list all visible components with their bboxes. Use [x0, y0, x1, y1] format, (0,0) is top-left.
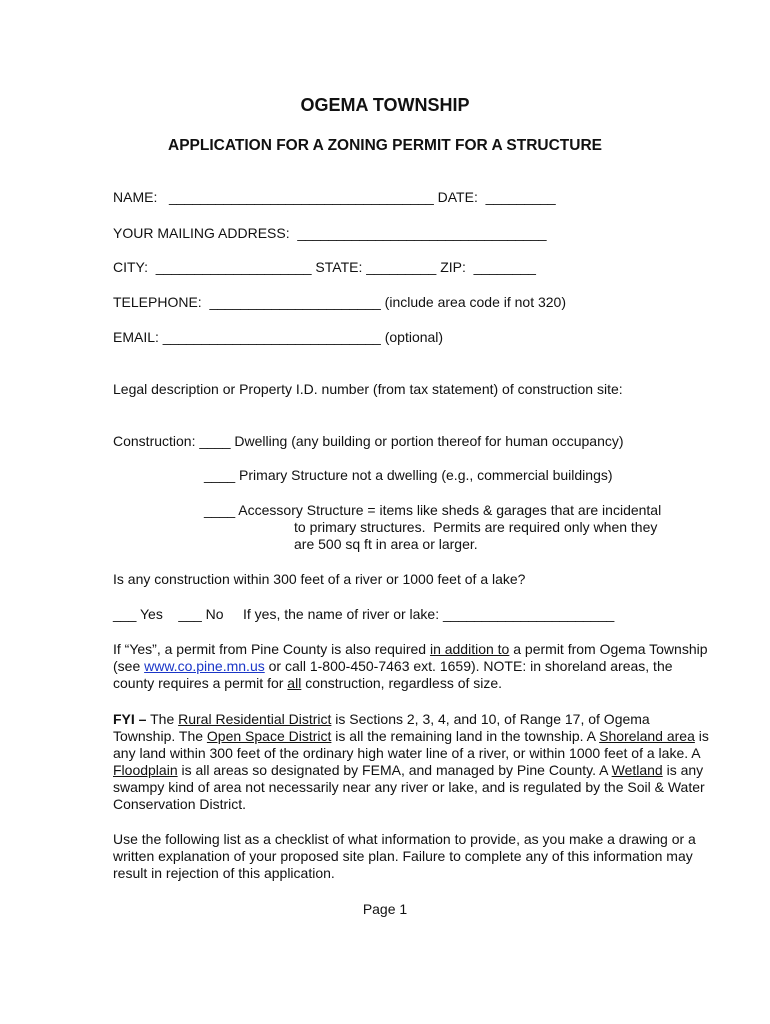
fyi-label: FYI –	[113, 711, 147, 727]
telephone-field[interactable]: ______________________	[209, 294, 381, 310]
construction-dwelling-row	[113, 433, 624, 450]
floodplain-term: Floodplain	[113, 762, 178, 778]
construction-primary-row	[204, 467, 613, 484]
fyi-text-1: The	[146, 711, 179, 727]
open-space-district-term: Open Space District	[206, 728, 332, 744]
pine-county-link[interactable]: www.co.pine.mn.us	[144, 658, 265, 674]
dwelling-option-text: Dwelling (any building or portion thereof for human occupancy)	[234, 433, 624, 449]
river-lake-name-field[interactable]: ______________________	[443, 606, 615, 622]
no-checkbox-blank[interactable]: ___	[178, 606, 202, 622]
in-addition-to-underline: in addition to	[429, 641, 510, 657]
address-row	[113, 225, 547, 242]
zip-field[interactable]: ________	[473, 259, 536, 275]
accessory-option-text-line2: to primary structures. Permits are required only when they	[294, 519, 658, 535]
email-field[interactable]: ____________________________	[162, 329, 381, 345]
fyi-text-4: is any land within 300 feet of the ordinary high water line of a river, or within 1000 feet of a lake. A	[113, 728, 709, 761]
accessory-option-text: Accessory Structure = items like sheds & garages that are incidental	[238, 502, 662, 518]
telephone-row	[113, 294, 566, 311]
telephone-label: TELEPHONE:	[113, 294, 202, 310]
email-row	[113, 329, 443, 346]
email-label: EMAIL:	[113, 329, 159, 345]
yes-label: Yes	[140, 606, 163, 622]
checklist-paragraph: Use the following list as a checklist of what information to provide, as you make a drawing or a written explanation of your proposed site plan. Failure to complete any of this information may result in rejection of this application.	[113, 831, 696, 881]
telephone-note: (include area code if not 320)	[384, 294, 567, 310]
pine-county-text-3: or call 1-800-450-7463 ext. 1659). NOTE: in shoreland areas, the county requires a permit for	[113, 658, 673, 691]
date-field[interactable]: _________	[485, 189, 556, 205]
construction-label: Construction:	[113, 433, 196, 449]
primary-option-text: Primary Structure not a dwelling (e.g., commercial buildings)	[239, 467, 613, 483]
page-title: OGEMA TOWNSHIP	[300, 95, 470, 115]
fyi-text-2: is Sections 2, 3, 4, and 10, of Range 17, of Ogema Township. The	[113, 711, 650, 744]
yes-checkbox-blank[interactable]: ___	[113, 606, 137, 622]
no-label: No	[205, 606, 224, 622]
address-field[interactable]: ________________________________	[297, 225, 547, 241]
date-label: DATE:	[437, 189, 478, 205]
city-row	[113, 259, 536, 276]
all-underline: all	[287, 675, 302, 691]
river-lake-answer-row	[113, 606, 614, 623]
city-field[interactable]: ____________________	[155, 259, 312, 275]
fyi-text-5: is all areas so designated by FEMA, and managed by Pine County. A	[177, 762, 612, 778]
shoreland-area-term: Shoreland area	[599, 728, 695, 744]
form-subtitle: APPLICATION FOR A ZONING PERMIT FOR A STRUCTURE	[168, 137, 602, 154]
construction-accessory-row	[204, 502, 661, 519]
legal-description-text: Legal description or Property I.D. number (from tax statement) of construction site:	[113, 381, 623, 397]
dwelling-checkbox-blank[interactable]: ____	[199, 433, 231, 449]
fyi-text-6: is any swampy kind of area not necessarily near any river or lake, and is regulated by the Soil & Water Conservation District.	[113, 762, 705, 812]
pine-county-text-4: construction, regardless of size.	[301, 675, 503, 691]
accessory-checkbox-blank[interactable]: ____	[204, 502, 236, 518]
address-label: YOUR MAILING ADDRESS:	[113, 225, 290, 241]
pine-county-text-1: If “Yes”, a permit from Pine County is also required	[113, 641, 430, 657]
city-label: CITY:	[113, 259, 149, 275]
name-field[interactable]: __________________________________	[169, 189, 434, 205]
fyi-text-3: is all the remaining land in the township. A	[331, 728, 600, 744]
name-row	[113, 189, 556, 206]
rural-residential-district-term: Rural Residential District	[178, 711, 332, 727]
accessory-option-text-line3: are 500 sq ft in area or larger.	[294, 536, 478, 552]
state-field[interactable]: _________	[366, 259, 437, 275]
wetland-term: Wetland	[611, 762, 663, 778]
pine-county-paragraph	[113, 641, 713, 692]
page-number: Page 1	[362, 901, 408, 917]
primary-checkbox-blank[interactable]: ____	[204, 467, 236, 483]
river-lake-question: Is any construction within 300 feet of a river or 1000 feet of a lake?	[113, 571, 526, 587]
name-label: NAME:	[113, 189, 158, 205]
if-yes-label: If yes, the name of river or lake:	[243, 606, 440, 622]
zip-label: ZIP:	[440, 259, 466, 275]
pine-county-text-2: a permit from Ogema Township (see	[113, 641, 708, 674]
email-note: (optional)	[384, 329, 444, 345]
state-label: STATE:	[315, 259, 363, 275]
fyi-paragraph	[113, 711, 713, 813]
